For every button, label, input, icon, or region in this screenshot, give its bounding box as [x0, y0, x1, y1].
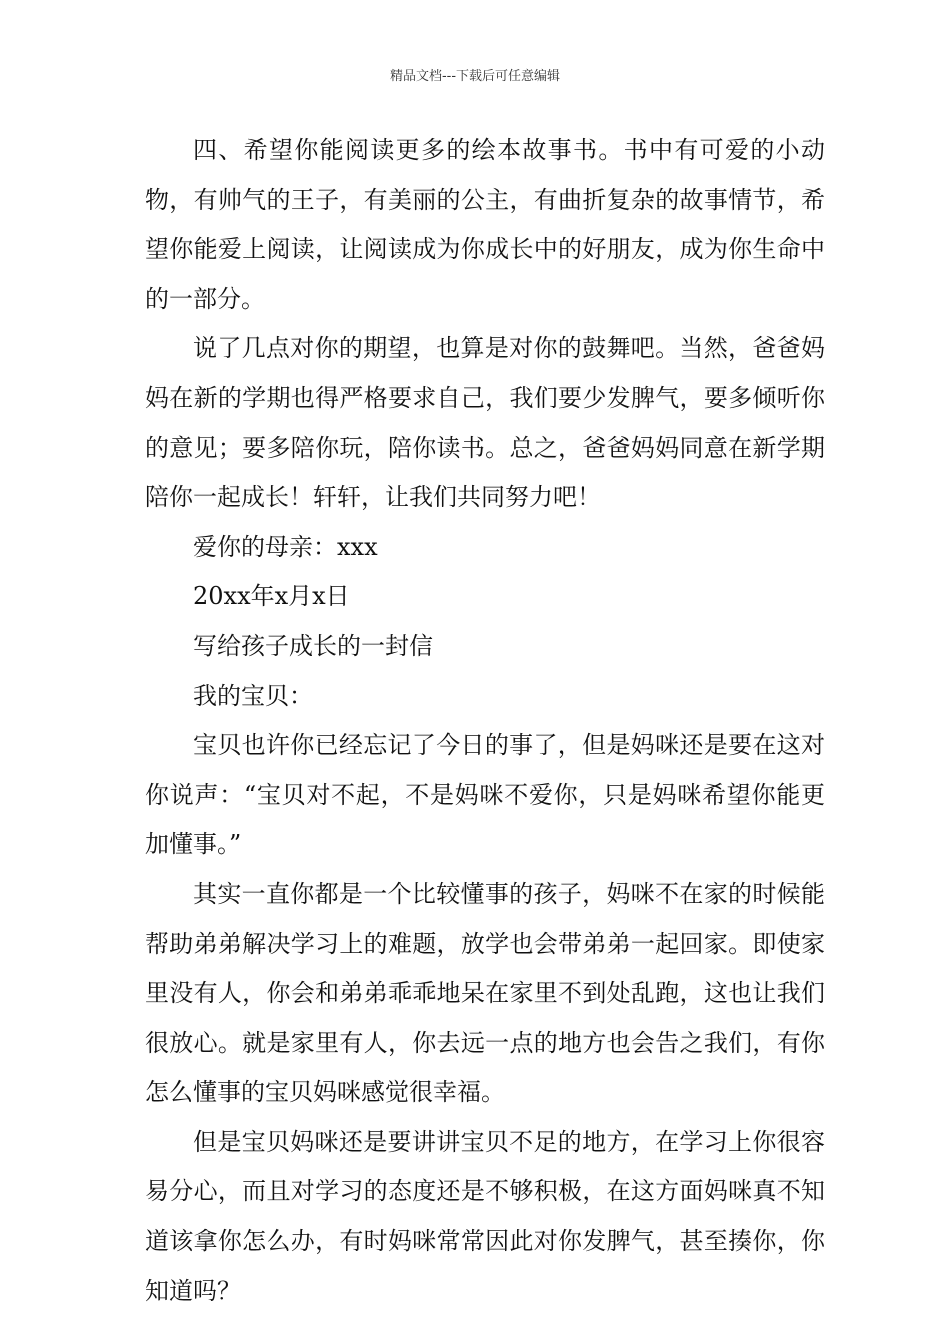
- paragraph-praise: 其实一直你都是一个比较懂事的孩子，妈咪不在家的时候能帮助弟弟解决学习上的难题，放学也会带弟弟一起回家。即使家里没有人，你会和弟弟乖乖地呆在家里不到处乱跑，这也让我们很放心。就是家里有人，你去远一点的地方也会告之我们，有你怎么懂事的宝贝妈咪感觉很幸福。: [145, 879, 825, 1107]
- paragraph-apology: 宝贝也许你已经忘记了今日的事了，但是妈咪还是要在这对你说声：“宝贝对不起，不是妈咪不爱你，只是妈咪希望你能更加懂事。”: [145, 731, 825, 859]
- date-line: 20xx年x月x日: [193, 582, 350, 611]
- document-body: [145, 126, 825, 1316]
- salutation: 我的宝贝：: [193, 681, 313, 710]
- paragraph-encouragement: 说了几点对你的期望，也算是对你的鼓舞吧。当然，爸爸妈妈在新的学期也得严格要求自己，我们要少发脾气，要多倾听你的意见；要多陪你玩，陪你读书。总之，爸爸妈妈同意在新学期陪你一起成长！轩轩，让我们共同努力吧！: [145, 334, 825, 512]
- paragraph-shortcomings: 但是宝贝妈咪还是要讲讲宝贝不足的地方，在学习上你很容易分心，而且对学习的态度还是不够积极，在这方面妈咪真不知道该拿你怎么办，有时妈咪常常因此对你发脾气，甚至揍你，你知道吗？: [145, 1127, 825, 1305]
- letter-title: 写给孩子成长的一封信: [193, 631, 433, 660]
- paragraph-reading-hope: 四、希望你能阅读更多的绘本故事书。书中有可爱的小动物，有帅气的王子，有美丽的公主，有曲折复杂的故事情节，希望你能爱上阅读，让阅读成为你成长中的好朋友，成为你生命中的一部分。: [145, 136, 825, 313]
- signature-line: 爱你的母亲：xxx: [193, 532, 378, 561]
- page-header: 精品文档---下载后可任意编辑: [389, 69, 561, 84]
